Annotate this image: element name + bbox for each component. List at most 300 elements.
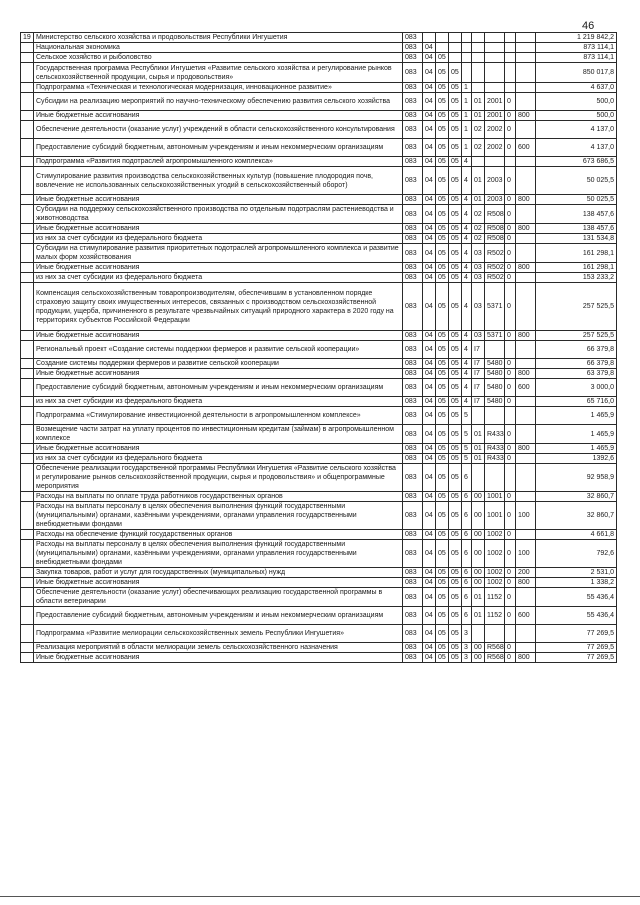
row-code-c7: 5371 (485, 283, 505, 331)
row-code-c9: 200 (516, 568, 536, 578)
table-row (21, 341, 617, 359)
row-code-c7 (485, 63, 505, 83)
row-code-c2: 04 (423, 578, 436, 588)
row-code-c5: 4 (462, 283, 472, 331)
row-code-c5: 3 (462, 643, 472, 653)
table-row (21, 111, 617, 121)
row-code-c5: 4 (462, 273, 472, 283)
row-code-c8: 0 (505, 263, 516, 273)
row-code-c7: 1001 (485, 502, 505, 530)
row-code-c9 (516, 643, 536, 653)
row-code-c9: 600 (516, 607, 536, 625)
row-amount: 4 661,8 (536, 530, 617, 540)
row-code-c1: 083 (403, 444, 423, 454)
row-code-c9: 800 (516, 444, 536, 454)
row-code-c3: 05 (436, 653, 449, 663)
row-code-c4: 05 (449, 224, 462, 234)
table-row (21, 588, 617, 607)
row-code-c9 (516, 83, 536, 93)
page-number: 46 (582, 20, 595, 32)
row-amount: 257 525,5 (536, 331, 617, 341)
row-code-c6: 01 (472, 111, 485, 121)
row-amount: 673 686,5 (536, 157, 617, 167)
row-code-c7: 5480 (485, 397, 505, 407)
row-number (21, 283, 34, 331)
row-code-c4: 05 (449, 63, 462, 83)
row-code-c6 (472, 53, 485, 63)
row-code-c4: 05 (449, 425, 462, 444)
row-code-c9: 800 (516, 263, 536, 273)
row-code-c8: 0 (505, 121, 516, 139)
row-code-c7: 5480 (485, 379, 505, 397)
row-code-c6: 03 (472, 244, 485, 263)
row-code-c4: 05 (449, 643, 462, 653)
row-code-c4: 05 (449, 263, 462, 273)
row-code-c2: 04 (423, 454, 436, 464)
row-number (21, 273, 34, 283)
row-amount: 77 269,5 (536, 653, 617, 663)
row-code-c6: 01 (472, 454, 485, 464)
row-amount: 153 233,2 (536, 273, 617, 283)
table-row (21, 464, 617, 492)
table-row (21, 234, 617, 244)
row-code-c3: 05 (436, 273, 449, 283)
row-code-c1: 083 (403, 568, 423, 578)
row-code-c6 (472, 83, 485, 93)
row-code-c6: 03 (472, 331, 485, 341)
row-code-c4 (449, 53, 462, 63)
row-code-c8: 0 (505, 205, 516, 224)
row-code-c9: 600 (516, 379, 536, 397)
row-number (21, 379, 34, 397)
row-number (21, 121, 34, 139)
row-code-c9: 800 (516, 369, 536, 379)
row-code-c9 (516, 425, 536, 444)
row-code-c1: 083 (403, 341, 423, 359)
row-code-c7: 5371 (485, 331, 505, 341)
row-code-c3: 05 (436, 502, 449, 530)
row-code-c2: 04 (423, 530, 436, 540)
row-code-c6: 00 (472, 530, 485, 540)
row-code-c8 (505, 33, 516, 43)
row-number: 19 (21, 33, 34, 43)
row-code-c1: 083 (403, 139, 423, 157)
row-code-c4: 05 (449, 273, 462, 283)
row-number (21, 205, 34, 224)
row-code-c2: 04 (423, 407, 436, 425)
row-code-c7: 1002 (485, 578, 505, 588)
row-code-c8: 0 (505, 530, 516, 540)
row-amount: 77 269,5 (536, 625, 617, 643)
row-name: Субсидии на поддержку сельскохозяйственного производства по отдельным подотраслям растениеводства и животноводства (34, 205, 403, 224)
row-code-c3: 05 (436, 425, 449, 444)
row-number (21, 244, 34, 263)
row-code-c1: 083 (403, 464, 423, 492)
row-code-c2: 04 (423, 625, 436, 643)
row-code-c6 (472, 157, 485, 167)
table-row (21, 83, 617, 93)
table-row (21, 653, 617, 663)
row-code-c8 (505, 63, 516, 83)
row-code-c4 (449, 33, 462, 43)
row-code-c2: 04 (423, 111, 436, 121)
row-code-c1: 083 (403, 273, 423, 283)
table-row (21, 568, 617, 578)
row-code-c9 (516, 53, 536, 63)
row-code-c3: 05 (436, 464, 449, 492)
row-code-c7 (485, 53, 505, 63)
row-name: Создание системы поддержки фермеров и развитие сельской кооперации (34, 359, 403, 369)
row-code-c8 (505, 53, 516, 63)
row-name: Министерство сельского хозяйства и продовольствия Республики Ингушетия (34, 33, 403, 43)
row-number (21, 157, 34, 167)
row-code-c5 (462, 43, 472, 53)
row-code-c3: 05 (436, 93, 449, 111)
row-code-c6: 02 (472, 224, 485, 234)
row-code-c3: 05 (436, 407, 449, 425)
row-code-c7 (485, 407, 505, 425)
row-code-c6: 01 (472, 444, 485, 454)
row-code-c1: 083 (403, 331, 423, 341)
row-code-c9: 800 (516, 195, 536, 205)
row-number (21, 464, 34, 492)
row-code-c3: 05 (436, 283, 449, 331)
row-code-c8: 0 (505, 379, 516, 397)
row-code-c1: 083 (403, 93, 423, 111)
row-code-c1: 083 (403, 244, 423, 263)
row-code-c3: 05 (436, 369, 449, 379)
row-number (21, 588, 34, 607)
row-code-c4: 05 (449, 540, 462, 568)
row-number (21, 578, 34, 588)
row-code-c6: 03 (472, 283, 485, 331)
row-amount: 66 379,8 (536, 341, 617, 359)
row-code-c6: 02 (472, 139, 485, 157)
row-code-c1: 083 (403, 643, 423, 653)
row-code-c1: 083 (403, 454, 423, 464)
row-amount: 792,6 (536, 540, 617, 568)
row-number (21, 407, 34, 425)
table-row (21, 643, 617, 653)
row-code-c6: I7 (472, 369, 485, 379)
table-row (21, 331, 617, 341)
row-code-c8: 0 (505, 359, 516, 369)
row-code-c2: 04 (423, 425, 436, 444)
table-row (21, 454, 617, 464)
row-code-c6: 03 (472, 273, 485, 283)
row-code-c9: 100 (516, 540, 536, 568)
row-code-c9 (516, 530, 536, 540)
row-code-c9 (516, 63, 536, 83)
row-code-c6: 00 (472, 653, 485, 663)
row-code-c5: 4 (462, 359, 472, 369)
row-code-c2: 04 (423, 369, 436, 379)
row-code-c6: 00 (472, 568, 485, 578)
row-code-c8: 0 (505, 502, 516, 530)
row-code-c9 (516, 341, 536, 359)
row-code-c1: 083 (403, 111, 423, 121)
row-amount: 50 025,5 (536, 195, 617, 205)
row-code-c7 (485, 341, 505, 359)
row-code-c3: 05 (436, 540, 449, 568)
row-amount: 50 025,5 (536, 167, 617, 195)
row-code-c1: 083 (403, 369, 423, 379)
row-code-c7: R433 (485, 454, 505, 464)
row-number (21, 425, 34, 444)
row-code-c5: 4 (462, 341, 472, 359)
row-name: из них за счет субсидии из федерального бюджета (34, 397, 403, 407)
row-name: Подпрограмма «Развития подотраслей агропромышленного комплекса» (34, 157, 403, 167)
row-amount: 77 269,5 (536, 643, 617, 653)
row-code-c7: 1152 (485, 588, 505, 607)
row-name: Иные бюджетные ассигнования (34, 444, 403, 454)
row-amount: 55 436,4 (536, 588, 617, 607)
row-code-c1: 083 (403, 607, 423, 625)
row-name: Компенсация сельскохозяйственным товаропроизводителям, обеспечившим в установленном порядке страховую защиту своих имущественных интересов, связанных с производством сельскохозяйственной продукции, ущерба, причиненного в результате чрезвычайных ситуаций природного характера в 2020 году на территориях субъектов Российской Федерации (34, 283, 403, 331)
row-number (21, 224, 34, 234)
table-row (21, 444, 617, 454)
table-row (21, 244, 617, 263)
row-code-c5: 1 (462, 111, 472, 121)
row-name: Подпрограмма «Стимулирование инвестиционной деятельности в агропромышленном комплексе» (34, 407, 403, 425)
row-name: Иные бюджетные ассигнования (34, 195, 403, 205)
row-code-c5: 6 (462, 502, 472, 530)
row-name: Расходы на обеспечение функций государственных органов (34, 530, 403, 540)
row-code-c1: 083 (403, 625, 423, 643)
row-name: Иные бюджетные ассигнования (34, 111, 403, 121)
row-code-c5 (462, 63, 472, 83)
row-number (21, 139, 34, 157)
row-code-c7: 2002 (485, 139, 505, 157)
row-number (21, 607, 34, 625)
row-code-c8: 0 (505, 588, 516, 607)
row-code-c6: 00 (472, 540, 485, 568)
row-code-c3: 05 (436, 205, 449, 224)
table-row (21, 53, 617, 63)
row-code-c4: 05 (449, 167, 462, 195)
row-code-c7 (485, 157, 505, 167)
row-code-c4: 05 (449, 369, 462, 379)
row-number (21, 397, 34, 407)
row-code-c8: 0 (505, 369, 516, 379)
footer-rule (0, 896, 640, 897)
row-code-c7: 2002 (485, 121, 505, 139)
row-code-c1: 083 (403, 205, 423, 224)
row-code-c1: 083 (403, 359, 423, 369)
row-name: Расходы на выплаты персоналу в целях обеспечения выполнения функций государственными (муниципальными) органами, казёнными учреждениями, органами управления государственными внебюджетными фондами (34, 502, 403, 530)
row-code-c5: 4 (462, 205, 472, 224)
row-code-c2: 04 (423, 157, 436, 167)
row-code-c2: 04 (423, 540, 436, 568)
row-code-c6 (472, 625, 485, 643)
row-code-c2: 04 (423, 53, 436, 63)
row-number (21, 530, 34, 540)
row-code-c2 (423, 33, 436, 43)
table-row (21, 530, 617, 540)
row-amount: 138 457,6 (536, 205, 617, 224)
row-code-c2: 04 (423, 224, 436, 234)
row-number (21, 331, 34, 341)
row-number (21, 234, 34, 244)
row-code-c4: 05 (449, 588, 462, 607)
row-code-c2: 04 (423, 588, 436, 607)
row-amount: 873 114,1 (536, 43, 617, 53)
row-amount: 1392,6 (536, 454, 617, 464)
row-code-c6 (472, 464, 485, 492)
row-code-c9 (516, 273, 536, 283)
row-code-c1: 083 (403, 530, 423, 540)
row-code-c9 (516, 397, 536, 407)
row-code-c2: 04 (423, 379, 436, 397)
row-code-c5: 1 (462, 121, 472, 139)
row-code-c6: 01 (472, 588, 485, 607)
row-code-c2: 04 (423, 244, 436, 263)
row-code-c5: 4 (462, 331, 472, 341)
table-row (21, 379, 617, 397)
row-code-c3: 05 (436, 454, 449, 464)
row-code-c1: 083 (403, 588, 423, 607)
row-code-c5: 4 (462, 167, 472, 195)
row-number (21, 643, 34, 653)
row-code-c4: 05 (449, 578, 462, 588)
row-code-c3: 05 (436, 224, 449, 234)
row-code-c1: 083 (403, 121, 423, 139)
row-code-c1: 083 (403, 492, 423, 502)
row-code-c6: 01 (472, 93, 485, 111)
row-amount: 4 637,0 (536, 83, 617, 93)
row-code-c3: 05 (436, 234, 449, 244)
row-code-c9 (516, 588, 536, 607)
row-code-c6: 01 (472, 195, 485, 205)
row-amount: 3 000,0 (536, 379, 617, 397)
row-code-c3: 05 (436, 359, 449, 369)
row-name: Подпрограмма «Развитие мелиорации сельскохозяйственных земель Республики Ингушетия» (34, 625, 403, 643)
row-code-c1: 083 (403, 425, 423, 444)
row-code-c5: 4 (462, 369, 472, 379)
row-name: из них за счет субсидии из федерального бюджета (34, 234, 403, 244)
row-code-c2: 04 (423, 492, 436, 502)
table-row (21, 224, 617, 234)
table-row (21, 63, 617, 83)
table-row (21, 283, 617, 331)
row-code-c5 (462, 33, 472, 43)
row-amount: 2 531,0 (536, 568, 617, 578)
row-number (21, 444, 34, 454)
row-code-c6 (472, 407, 485, 425)
row-code-c3: 05 (436, 492, 449, 502)
row-amount: 500,0 (536, 93, 617, 111)
row-code-c7: R433 (485, 425, 505, 444)
row-code-c2: 04 (423, 653, 436, 663)
row-code-c4: 05 (449, 341, 462, 359)
row-amount: 161 298,1 (536, 263, 617, 273)
row-code-c2: 04 (423, 643, 436, 653)
row-code-c9: 800 (516, 653, 536, 663)
row-code-c6: 01 (472, 425, 485, 444)
row-code-c9 (516, 464, 536, 492)
table-row (21, 492, 617, 502)
row-code-c9 (516, 121, 536, 139)
row-code-c7: R508 (485, 205, 505, 224)
row-code-c7: 2001 (485, 93, 505, 111)
row-code-c4: 05 (449, 454, 462, 464)
row-code-c9 (516, 454, 536, 464)
table-row (21, 369, 617, 379)
row-code-c8 (505, 407, 516, 425)
row-number (21, 263, 34, 273)
row-code-c7: 1002 (485, 540, 505, 568)
row-code-c8: 0 (505, 167, 516, 195)
table-row (21, 607, 617, 625)
row-code-c6: 02 (472, 205, 485, 224)
table-row (21, 157, 617, 167)
row-amount: 32 860,7 (536, 502, 617, 530)
row-code-c8: 0 (505, 93, 516, 111)
row-name: Региональный проект «Создание системы поддержки фермеров и развитие сельской кооперации» (34, 341, 403, 359)
row-code-c8: 0 (505, 283, 516, 331)
row-code-c1: 083 (403, 407, 423, 425)
table-row (21, 578, 617, 588)
row-code-c3: 05 (436, 195, 449, 205)
row-name: Расходы на выплаты персоналу в целях обеспечения выполнения функций государственными (муниципальными) органами, казёнными учреждениями, органами управления государственными внебюджетными фондами (34, 540, 403, 568)
row-code-c9 (516, 492, 536, 502)
row-code-c1: 083 (403, 195, 423, 205)
row-code-c5: 4 (462, 244, 472, 263)
row-code-c4: 05 (449, 653, 462, 663)
row-code-c7: 5480 (485, 359, 505, 369)
row-code-c4: 05 (449, 331, 462, 341)
row-number (21, 653, 34, 663)
row-code-c1: 083 (403, 157, 423, 167)
row-code-c9 (516, 625, 536, 643)
row-code-c2: 04 (423, 205, 436, 224)
row-amount: 1 219 842,2 (536, 33, 617, 43)
row-code-c5: 5 (462, 454, 472, 464)
row-code-c7: R568 (485, 643, 505, 653)
row-code-c5: 5 (462, 444, 472, 454)
row-number (21, 83, 34, 93)
row-amount: 138 457,6 (536, 224, 617, 234)
row-amount: 55 436,4 (536, 607, 617, 625)
row-code-c3 (436, 43, 449, 53)
row-code-c8: 0 (505, 111, 516, 121)
row-code-c3: 05 (436, 63, 449, 83)
row-amount: 66 379,8 (536, 359, 617, 369)
row-code-c7: R502 (485, 244, 505, 263)
row-code-c8: 0 (505, 444, 516, 454)
row-code-c7 (485, 464, 505, 492)
table-row (21, 625, 617, 643)
row-code-c6: 00 (472, 643, 485, 653)
row-code-c2: 04 (423, 331, 436, 341)
row-code-c5: 5 (462, 407, 472, 425)
table-row (21, 407, 617, 425)
row-code-c8: 0 (505, 234, 516, 244)
row-code-c1: 083 (403, 234, 423, 244)
row-code-c8 (505, 157, 516, 167)
row-code-c8: 0 (505, 139, 516, 157)
row-amount: 4 137,0 (536, 121, 617, 139)
row-code-c5: 1 (462, 139, 472, 157)
table-row (21, 359, 617, 369)
row-name: Реализация мероприятий в области мелиорации земель сельскохозяйственного назначения (34, 643, 403, 653)
row-code-c2: 04 (423, 93, 436, 111)
row-amount: 161 298,1 (536, 244, 617, 263)
row-code-c1: 083 (403, 540, 423, 568)
row-name: Обеспечение реализации государственной программы Республики Ингушетия «Развитие сельского хозяйства и регулирование рынков сельскохозяйственной продукции, сырья и продовольствия» и общепрограммные мероприятия (34, 464, 403, 492)
row-name: из них за счет субсидии из федерального бюджета (34, 454, 403, 464)
row-code-c9: 600 (516, 139, 536, 157)
